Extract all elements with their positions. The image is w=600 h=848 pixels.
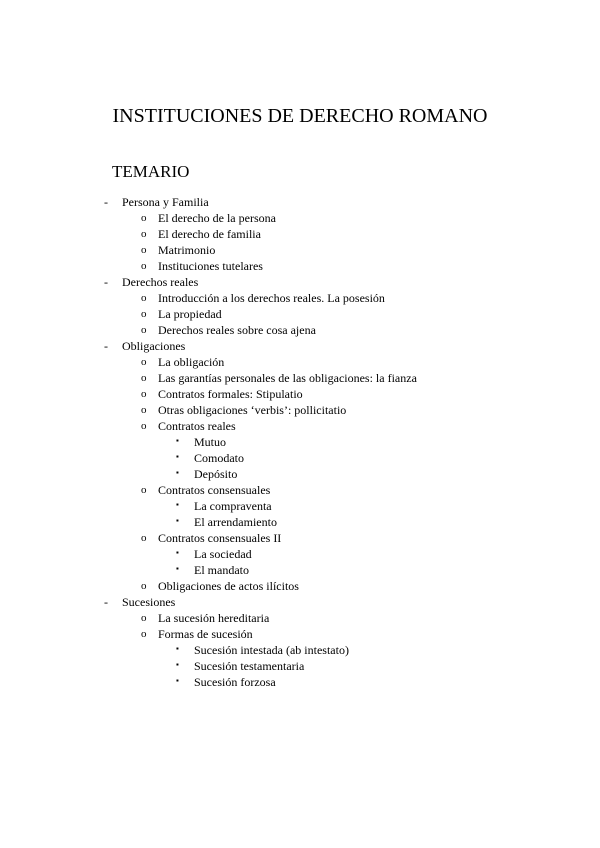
subtopic-item-label: El derecho de la persona [158,211,276,225]
sub-subtopic-item [0,498,600,514]
subtopic-item [0,322,600,338]
circle-bullet: o [141,292,147,304]
subtopic-item [0,306,600,322]
sub-subtopic-item [0,674,600,690]
circle-bullet: o [141,404,147,416]
subtopic-item-label: Contratos consensuales II [158,531,282,545]
subtopic-item-label: La sucesión hereditaria [158,611,270,625]
subtopic-item [0,530,600,546]
subtopic-item [0,258,600,274]
subtopic-item-label: Otras obligaciones ‘verbis’: pollicitatio [158,403,347,417]
sub-subtopic-item-label: Sucesión forzosa [194,675,276,689]
subtopic-item-label: La propiedad [158,307,222,321]
sub-subtopic-item [0,658,600,674]
syllabus-outline [0,194,600,690]
topic-item [0,194,600,210]
subtopic-item-label: El derecho de familia [158,227,261,241]
sub-subtopic-item [0,466,600,482]
circle-bullet: o [141,612,147,624]
topic-item-label: Derechos reales [122,275,199,289]
subtopic-item [0,370,600,386]
subtopic-item-label: Contratos reales [158,419,236,433]
subtopic-item [0,626,600,642]
topic-item [0,274,600,290]
sub-subtopic-item-label: Depósito [194,467,238,481]
square-bullet: ▪ [176,516,179,525]
dash-bullet: - [104,339,108,353]
circle-bullet: o [141,420,147,432]
subtopic-item-label: Formas de sucesión [158,627,253,641]
topic-item [0,338,600,354]
circle-bullet: o [141,228,147,240]
sub-subtopic-item-label: El arrendamiento [194,515,277,529]
sub-subtopic-item-label: La sociedad [194,547,252,561]
subtopic-item-label: Introducción a los derechos reales. La posesión [158,291,385,305]
topic-item-label: Sucesiones [122,595,176,609]
circle-bullet: o [141,372,147,384]
dash-bullet: - [104,275,108,289]
subtopic-item-label: Matrimonio [158,243,216,257]
circle-bullet: o [141,628,147,640]
subtopic-item [0,210,600,226]
subtopic-item [0,226,600,242]
square-bullet: ▪ [176,564,179,573]
subtopic-item-label: Obligaciones de actos ilícitos [158,579,299,593]
sub-subtopic-item-label: Sucesión testamentaria [194,659,305,673]
square-bullet: ▪ [176,436,179,445]
circle-bullet: o [141,388,147,400]
sub-subtopic-item-label: La compraventa [194,499,272,513]
dash-bullet: - [104,595,108,609]
subtopic-item-label: La obligación [158,355,225,369]
sub-subtopic-item-label: Comodato [194,451,244,465]
sub-subtopic-item [0,434,600,450]
subtopic-item [0,290,600,306]
subtopic-item-label: Derechos reales sobre cosa ajena [158,323,316,337]
document-title: INSTITUCIONES DE DERECHO ROMANO [112,105,488,127]
circle-bullet: o [141,260,147,272]
sub-subtopic-item [0,546,600,562]
topic-item [0,594,600,610]
subtopic-item [0,418,600,434]
square-bullet: ▪ [176,548,179,557]
circle-bullet: o [141,308,147,320]
sub-subtopic-item [0,514,600,530]
square-bullet: ▪ [176,644,179,653]
subtopic-item [0,482,600,498]
circle-bullet: o [141,244,147,256]
square-bullet: ▪ [176,500,179,509]
square-bullet: ▪ [176,676,179,685]
subtopic-item [0,610,600,626]
sub-subtopic-item [0,562,600,578]
sub-subtopic-item [0,450,600,466]
section-heading: TEMARIO [112,162,190,181]
square-bullet: ▪ [176,468,179,477]
circle-bullet: o [141,484,147,496]
circle-bullet: o [141,324,147,336]
circle-bullet: o [141,532,147,544]
subtopic-item-label: Contratos formales: Stipulatio [158,387,303,401]
circle-bullet: o [141,212,147,224]
sub-subtopic-item-label: Sucesión intestada (ab intestato) [194,643,349,657]
circle-bullet: o [141,356,147,368]
sub-subtopic-item-label: El mandato [194,563,249,577]
subtopic-item [0,354,600,370]
subtopic-item [0,402,600,418]
sub-subtopic-item [0,642,600,658]
subtopic-item-label: Instituciones tutelares [158,259,263,273]
subtopic-item [0,578,600,594]
topic-item-label: Persona y Familia [122,195,209,209]
subtopic-item [0,242,600,258]
dash-bullet: - [104,195,108,209]
subtopic-item [0,386,600,402]
square-bullet: ▪ [176,452,179,461]
subtopic-item-label: Contratos consensuales [158,483,271,497]
topic-item-label: Obligaciones [122,339,186,353]
circle-bullet: o [141,580,147,592]
sub-subtopic-item-label: Mutuo [194,435,227,449]
subtopic-item-label: Las garantías personales de las obligaciones: la fianza [158,371,417,385]
square-bullet: ▪ [176,660,179,669]
